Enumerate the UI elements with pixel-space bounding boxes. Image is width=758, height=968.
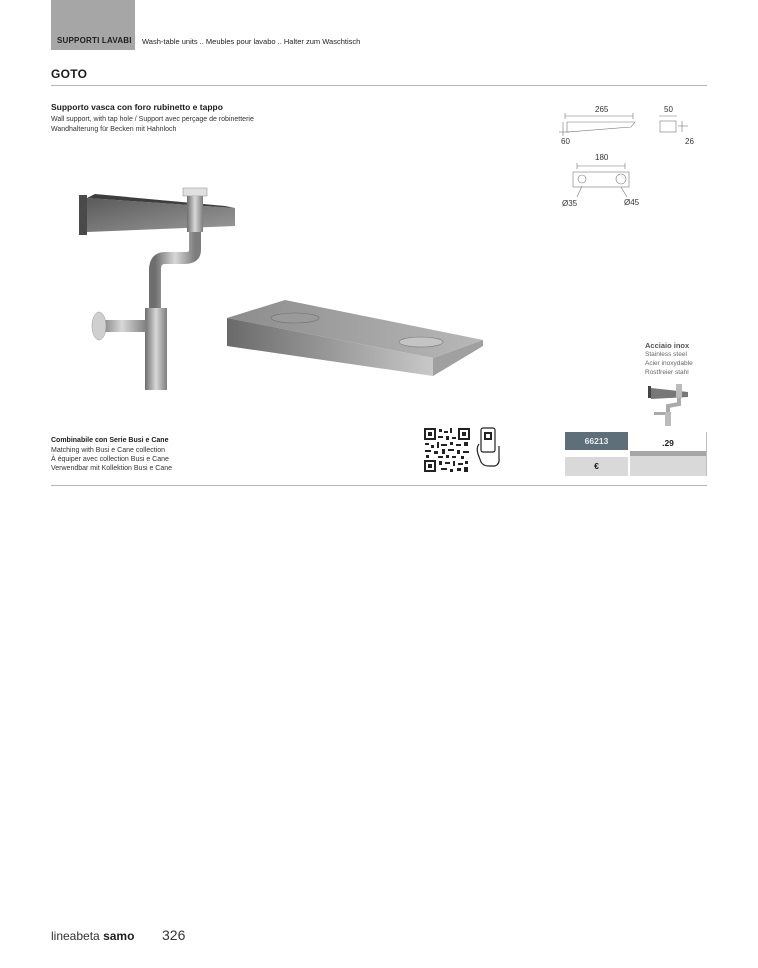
material-de: Rostfreier stahl bbox=[645, 369, 689, 376]
dim-hole-small: Ø35 bbox=[562, 199, 578, 208]
divider-top bbox=[51, 85, 707, 86]
footer-brand bbox=[51, 929, 134, 943]
section-title: GOTO bbox=[51, 67, 88, 81]
product-image-siphon bbox=[75, 180, 245, 395]
category-tab-label: SUPPORTI LAVABI bbox=[57, 36, 132, 45]
material-en: Stainless steel bbox=[645, 351, 687, 358]
material-title: Acciaio inox bbox=[645, 341, 690, 350]
price-finish-suffix: .29 bbox=[662, 438, 674, 448]
material-fr: Acier inoxydable bbox=[645, 360, 693, 367]
dim-hole-large: Ø45 bbox=[624, 198, 640, 207]
dim-thickness: 26 bbox=[685, 137, 694, 146]
dim-depth: 50 bbox=[664, 105, 673, 114]
price-border bbox=[706, 432, 707, 476]
product-desc-en-fr: Wall support, with tap hole / Support avec perçage de robinetterie bbox=[51, 116, 254, 123]
category-subtitle: Wash-table units .. Meubles pour lavabo .. Halter zum Waschtisch bbox=[142, 37, 361, 46]
product-code: 66213 bbox=[565, 432, 628, 450]
combination-fr: À équiper avec collection Busi e Cane bbox=[51, 456, 169, 463]
dim-hole-spacing: 180 bbox=[595, 153, 609, 162]
dim-height: 60 bbox=[561, 137, 570, 146]
divider-bottom bbox=[51, 485, 707, 486]
product-title: Supporto vasca con foro rubinetto e tappo bbox=[51, 102, 223, 112]
combination-en: Matching with Busi e Cane collection bbox=[51, 447, 166, 454]
dim-length: 265 bbox=[595, 105, 609, 114]
footer-brand-light: lineabeta bbox=[51, 929, 100, 943]
currency-label: € bbox=[565, 457, 628, 476]
combination-title: Combinabile con Serie Busi e Cane bbox=[51, 437, 169, 444]
product-thumbnail bbox=[646, 382, 690, 428]
phone-scan-icon bbox=[475, 426, 503, 468]
price-cell bbox=[630, 456, 706, 476]
category-tab bbox=[51, 0, 135, 50]
page-number: 326 bbox=[162, 927, 186, 943]
combination-de: Verwendbar mit Kollektion Busi e Cane bbox=[51, 465, 173, 472]
product-desc-de: Wandhalterung für Becken mit Hahnloch bbox=[51, 126, 177, 133]
product-image-bracket bbox=[225, 296, 485, 380]
footer-brand-bold: samo bbox=[103, 929, 135, 943]
qr-code[interactable] bbox=[423, 427, 471, 473]
